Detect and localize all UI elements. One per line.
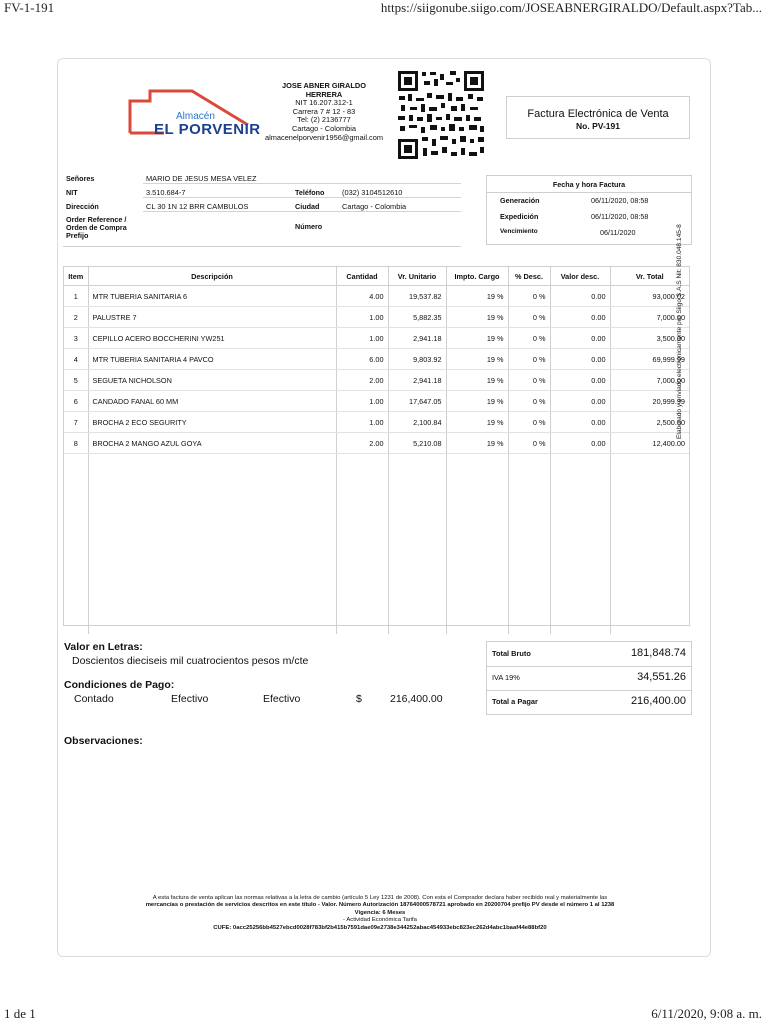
invoice-title: Factura Electrónica de Venta (527, 108, 669, 120)
item-unit-price: 2,941.18 (388, 370, 446, 391)
total-bruto-row (487, 642, 691, 667)
item-discount-pct: 0 % (508, 307, 550, 328)
logo-text-porvenir: EL PORVENIR (154, 121, 261, 138)
item-description: CEPILLO ACERO BOCCHERINI YW251 (88, 328, 336, 349)
table-empty-space (64, 454, 689, 635)
expedicion-row (487, 212, 691, 226)
iva-label: IVA 19% (492, 673, 520, 682)
invoice-number: No. PV-191 (576, 121, 620, 131)
items-table (63, 266, 690, 626)
item-quantity: 2.00 (336, 370, 388, 391)
vencimiento-value: 06/11/2020 (600, 228, 636, 237)
observaciones-heading: Observaciones: (64, 735, 143, 747)
company-nit: NIT 16.207.312-1 (295, 98, 353, 108)
legal-line-2: mercancías o prestación de servicios descritos en este título - Valor. Número Autorización 18764000578721 aprobado en 20200704 prefijo PV desde el número 1 al 1238 (145, 902, 615, 909)
order-label-2: Orden de Compra (66, 223, 127, 232)
empty-cell (88, 454, 336, 635)
print-header-title: FV-1-191 (4, 0, 55, 15)
item-discount-value: 0.00 (550, 328, 610, 349)
company-name-line2: HERRERA (305, 89, 343, 99)
legal-line-3: Vigencia: 6 Meses (354, 909, 406, 916)
print-footer-datetime: 6/11/2020, 9:08 a. m. (651, 1006, 762, 1021)
item-total: 7,000.00 (610, 370, 689, 391)
item-discount-pct: 0 % (508, 328, 550, 349)
divider (143, 197, 461, 198)
item-unit-price: 17,647.05 (388, 391, 446, 412)
order-label-1: Order Reference / (66, 215, 127, 224)
table-row (64, 307, 689, 328)
item-quantity: 4.00 (336, 286, 388, 307)
item-discount-value: 0.00 (550, 433, 610, 454)
legal-text (90, 895, 670, 932)
vencimiento-label: Vencimiento (500, 228, 538, 235)
customer-info (63, 171, 461, 247)
item-quantity: 1.00 (336, 391, 388, 412)
item-description: BROCHA 2 ECO SEGURITY (88, 412, 336, 433)
item-tax: 19 % (446, 286, 508, 307)
item-total: 7,000.00 (610, 307, 689, 328)
item-number: 5 (64, 370, 88, 391)
col-vr-unitario: Vr. Unitario (388, 267, 446, 286)
numero-label: Número (295, 222, 323, 231)
item-number: 1 (64, 286, 88, 307)
condiciones-heading: Condiciones de Pago: (64, 679, 175, 691)
item-total: 3,500.00 (610, 328, 689, 349)
empty-cell (446, 454, 508, 635)
item-total: 12,400.00 (610, 433, 689, 454)
table-row (64, 286, 689, 307)
company-city: Cartago - Colombia (291, 123, 357, 133)
item-tax: 19 % (446, 370, 508, 391)
item-description: SEGUETA NICHOLSON (88, 370, 336, 391)
item-discount-pct: 0 % (508, 349, 550, 370)
item-discount-value: 0.00 (550, 286, 610, 307)
item-tax: 19 % (446, 433, 508, 454)
col-vr-total: Vr. Total (610, 267, 689, 286)
senores-label: Señores (66, 174, 95, 183)
telefono-label: Teléfono (295, 188, 325, 197)
item-unit-price: 5,210.08 (388, 433, 446, 454)
item-discount-value: 0.00 (550, 349, 610, 370)
empty-cell (610, 454, 689, 635)
invoice-sheet (57, 58, 711, 957)
empty-cell (336, 454, 388, 635)
item-unit-price: 5,882.35 (388, 307, 446, 328)
item-quantity: 2.00 (336, 433, 388, 454)
item-discount-value: 0.00 (550, 370, 610, 391)
total-bruto-value: 181,848.74 (630, 647, 686, 659)
company-tel: Tel: (2) 2136777 (297, 115, 351, 125)
legal-cufe: CUFE: 0acc25256bb4527ebcd0028f783bf2b415b7591dae09e2738e344252abac454933ebc823ec262d4abc1baaf44e88bf20 (213, 924, 547, 931)
ciudad-label: Ciudad (295, 202, 320, 211)
empty-cell (388, 454, 446, 635)
item-description: MTR TUBERIA SANITARIA 6 (88, 286, 336, 307)
item-number: 4 (64, 349, 88, 370)
expedicion-label: Expedición (500, 212, 539, 221)
direccion-label: Dirección (66, 202, 99, 211)
item-tax: 19 % (446, 391, 508, 412)
generacion-value: 06/11/2020, 08:58 (591, 196, 649, 205)
total-pagar-label: Total a Pagar (492, 697, 538, 706)
nit-value: 3.510.684-7 (146, 188, 186, 197)
invoice-title-box (506, 96, 690, 139)
condiciones-amount: 216,400.00 (390, 693, 443, 705)
logo-text-almacen: Almacén (176, 111, 215, 122)
item-total: 2,500.00 (610, 412, 689, 433)
item-tax: 19 % (446, 412, 508, 433)
vencimiento-row (487, 228, 691, 242)
generacion-label: Generación (500, 196, 540, 205)
dates-header: Fecha y hora Factura (487, 176, 691, 193)
senores-value: MARIO DE JESUS MESA VELEZ (146, 174, 257, 183)
nit-label: NIT (66, 188, 78, 197)
legal-line-1: A esta factura de venta aplican las normas relativas a la letra de cambio (artículo 5 Ley 1231 de 2008). Con esta el Comprador declara haber recibido real y materialmente las (152, 895, 608, 901)
print-footer-page: 1 de 1 (4, 1006, 36, 1021)
item-number: 8 (64, 433, 88, 454)
siigo-side-note: Elaborado y enviado electrónicamente por Siigo S.A.S Nit: 830.048.145-8 (676, 224, 683, 439)
total-pagar-row (487, 690, 691, 714)
item-discount-pct: 0 % (508, 433, 550, 454)
company-info (254, 82, 394, 142)
table-row (64, 433, 689, 454)
print-header-url: https://siigonube.siigo.com/JOSEABNERGIRALDO/Default.aspx?Tab... (380, 0, 762, 15)
item-tax: 19 % (446, 307, 508, 328)
direccion-value: CL 30 1N 12 BRR CAMBULOS (146, 202, 249, 211)
item-description: BROCHA 2 MANGO AZUL GOYA (88, 433, 336, 454)
total-bruto-label: Total Bruto (492, 649, 531, 658)
company-address: Carrera 7 # 12 - 83 (292, 106, 356, 116)
order-label-3: Prefijo (66, 231, 89, 240)
table-row (64, 349, 689, 370)
empty-cell (508, 454, 550, 635)
iva-value: 34,551.26 (637, 671, 686, 683)
empty-cell (550, 454, 610, 635)
item-quantity: 1.00 (336, 412, 388, 433)
generacion-row (487, 196, 691, 210)
item-description: CANDADO FANAL 60 MM (88, 391, 336, 412)
item-discount-pct: 0 % (508, 391, 550, 412)
item-unit-price: 19,537.82 (388, 286, 446, 307)
condiciones-efectivo-2: Efectivo (263, 693, 301, 705)
item-unit-price: 9,803.92 (388, 349, 446, 370)
iva-row (487, 666, 691, 691)
table-row (64, 328, 689, 349)
item-quantity: 6.00 (336, 349, 388, 370)
total-pagar-value: 216,400.00 (630, 695, 686, 707)
item-number: 3 (64, 328, 88, 349)
condiciones-contado: Contado (74, 693, 114, 705)
letras-value: Doscientos dieciseis mil cuatrocientos pesos m/cte (72, 655, 309, 667)
table-row (64, 370, 689, 391)
item-discount-value: 0.00 (550, 391, 610, 412)
telefono-value: (032) 3104512610 (342, 188, 403, 197)
item-total: 20,999.99 (610, 391, 689, 412)
item-tax: 19 % (446, 349, 508, 370)
col-cantidad: Cantidad (336, 267, 388, 286)
divider (143, 211, 461, 212)
item-number: 2 (64, 307, 88, 328)
table-row (64, 391, 689, 412)
item-description: MTR TUBERIA SANITARIA 4 PAVCO (88, 349, 336, 370)
expedicion-value: 06/11/2020, 08:58 (591, 212, 649, 221)
company-name-line1: JOSE ABNER GIRALDO (282, 81, 366, 90)
ciudad-value: Cartago - Colombia (342, 202, 407, 211)
totals-box (486, 641, 692, 715)
letras-heading: Valor en Letras: (64, 641, 143, 653)
item-tax: 19 % (446, 328, 508, 349)
item-discount-value: 0.00 (550, 307, 610, 328)
divider (143, 183, 461, 184)
items-header-row (64, 267, 689, 286)
col-item: Item (64, 267, 88, 286)
item-discount-pct: 0 % (508, 370, 550, 391)
qr-code-icon (396, 69, 486, 161)
col-impto-cargo: Impto. Cargo (446, 267, 508, 286)
item-unit-price: 2,100.84 (388, 412, 446, 433)
item-description: PALUSTRE 7 (88, 307, 336, 328)
item-discount-pct: 0 % (508, 412, 550, 433)
condiciones-efectivo-1: Efectivo (171, 693, 209, 705)
legal-line-4: - Actividad Económica Tarifa (343, 917, 417, 924)
item-total: 69,999.99 (610, 349, 689, 370)
item-unit-price: 2,941.18 (388, 328, 446, 349)
item-discount-pct: 0 % (508, 286, 550, 307)
condiciones-currency: $ (356, 693, 362, 705)
company-email: almacenelporvenir1956@gmail.com (264, 132, 383, 142)
col-desc-pct: % Desc. (508, 267, 550, 286)
item-number: 7 (64, 412, 88, 433)
table-row (64, 412, 689, 433)
col-descripcion: Descripción (88, 267, 336, 286)
item-discount-value: 0.00 (550, 412, 610, 433)
item-total: 93,000.02 (610, 286, 689, 307)
invoice-dates (486, 175, 692, 245)
item-quantity: 1.00 (336, 307, 388, 328)
empty-cell (64, 454, 88, 635)
col-valor-desc: Valor desc. (550, 267, 610, 286)
item-number: 6 (64, 391, 88, 412)
item-quantity: 1.00 (336, 328, 388, 349)
